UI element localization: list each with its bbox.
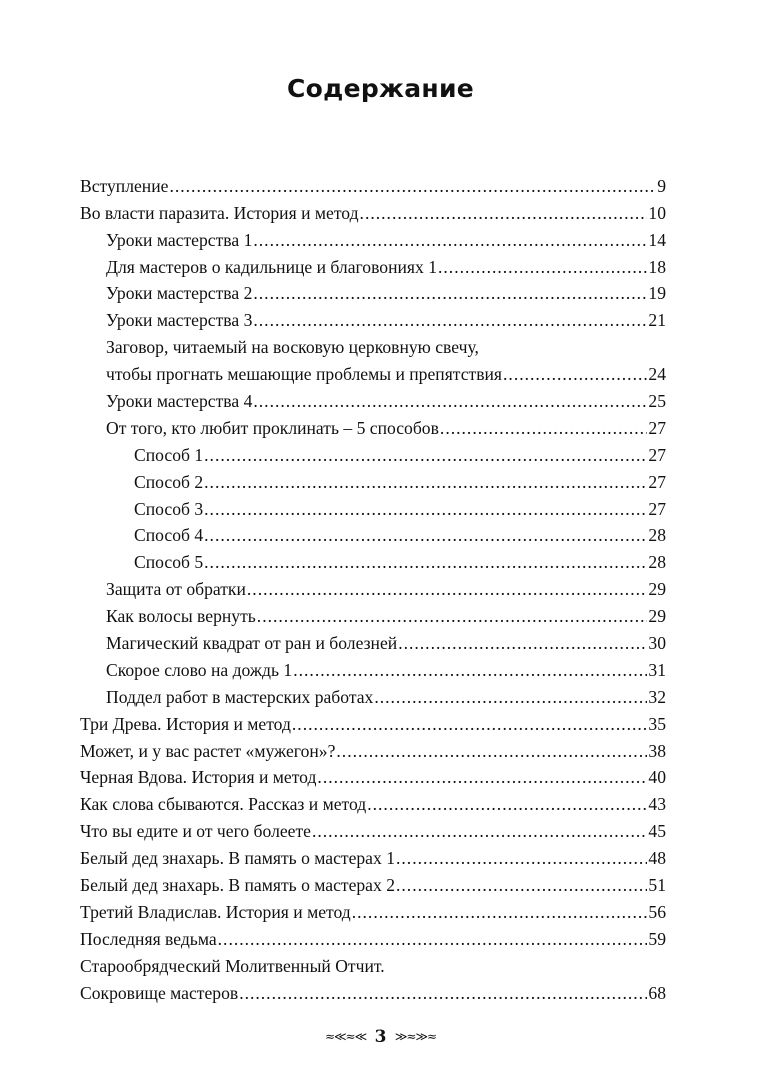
toc-leader-dots [317, 767, 647, 787]
toc-leader-dots [438, 257, 647, 277]
toc-entry [80, 949, 666, 976]
toc-entry-page: 14 [648, 229, 666, 250]
toc-entry-page: 45 [648, 821, 666, 842]
toc-leader-dots [204, 499, 647, 519]
toc-leader-dots [239, 983, 647, 1003]
toc-entry-title: Для мастеров о кадильнице и благовониях 1 [106, 256, 437, 277]
toc-entry [80, 868, 666, 895]
toc-entry [80, 599, 666, 626]
toc-entry [80, 814, 666, 841]
toc-entry-title: Белый дед знахарь. В память о мастерах 1 [80, 848, 395, 869]
toc-leader-dots [396, 848, 647, 868]
toc-entry-title: Уроки мастерства 1 [106, 229, 253, 250]
toc-entry-title: Последняя ведьма [80, 928, 217, 949]
toc-leader-dots [292, 714, 648, 734]
toc-entry-title: Третий Владислав. История и метод [80, 901, 351, 922]
toc-leader-dots [440, 418, 647, 438]
toc-leader-dots [503, 364, 647, 384]
toc-entry-title: Что вы едите и от чего болеете [80, 821, 311, 842]
toc-entry-page: 29 [648, 606, 666, 627]
toc-entry [80, 438, 666, 465]
toc-entry-title: Способ 3 [134, 498, 204, 519]
toc-entry-title: Уроки мастерства 4 [106, 391, 253, 412]
toc-entry-title: Сокровище мастеров [80, 982, 239, 1003]
toc-entry [80, 411, 666, 438]
toc-entry [80, 787, 666, 814]
toc-entry-page: 28 [648, 552, 666, 573]
toc-leader-dots [352, 902, 648, 922]
toc-entry-page: 25 [648, 391, 666, 412]
toc-leader-dots [253, 283, 647, 303]
toc-entry-title: Способ 4 [134, 525, 204, 546]
toc-entry [80, 330, 666, 357]
toc-entry-title: Магический квадрат от ран и болезней [106, 633, 398, 654]
toc-entry-title: Три Древа. История и метод [80, 713, 291, 734]
toc-entry-page: 27 [648, 417, 666, 438]
toc-entry-title: Способ 1 [134, 444, 204, 465]
toc-entry [80, 922, 666, 949]
page-footer [0, 1026, 761, 1047]
toc-leader-dots [247, 579, 648, 599]
toc-entry-title: Черная Вдова. История и метод [80, 767, 317, 788]
toc-entry [80, 545, 666, 572]
toc-entry-page: 43 [648, 794, 666, 815]
toc-entry [80, 976, 666, 1003]
toc-leader-dots [204, 525, 647, 545]
toc-entry-page: 28 [648, 525, 666, 546]
toc-leader-dots [396, 875, 647, 895]
toc-entry-title: Скорое слово на дождь 1 [106, 659, 293, 680]
toc-entry-title: Как слова сбываются. Рассказ и метод [80, 794, 367, 815]
toc-leader-dots [336, 741, 647, 761]
toc-entry-page: 27 [648, 471, 666, 492]
toc-entry-title: От того, кто любит проклинать – 5 способов [106, 417, 439, 438]
toc-leader-dots [398, 633, 647, 653]
toc-entry [80, 653, 666, 680]
table-of-contents [80, 169, 666, 1003]
toc-leader-dots [204, 445, 647, 465]
toc-entry-page: 19 [648, 283, 666, 304]
toc-entry-page: 24 [648, 364, 666, 385]
toc-entry [80, 572, 666, 599]
toc-leader-dots [367, 794, 647, 814]
toc-entry-page: 27 [648, 444, 666, 465]
toc-leader-dots [293, 660, 647, 680]
toc-leader-dots [253, 310, 647, 330]
toc-entry-page: 29 [648, 579, 666, 600]
toc-entry-page: 31 [648, 659, 666, 680]
toc-entry-page: 9 [657, 175, 666, 196]
toc-entry [80, 250, 666, 277]
toc-entry-page: 38 [648, 740, 666, 761]
toc-entry [80, 707, 666, 734]
toc-entry [80, 196, 666, 223]
ornament-right-icon: ≫≈≫≈ [394, 1029, 437, 1044]
toc-entry-page: 18 [648, 256, 666, 277]
toc-leader-dots [218, 929, 648, 949]
toc-entry-page: 10 [648, 202, 666, 223]
toc-entry-title: Может, и у вас растет «мужегон»? [80, 740, 336, 761]
toc-entry [80, 277, 666, 304]
toc-entry [80, 761, 666, 788]
toc-entry [80, 895, 666, 922]
toc-entry [80, 169, 666, 196]
toc-leader-dots [312, 821, 647, 841]
toc-entry-page: 48 [648, 848, 666, 869]
toc-entry-page: 21 [648, 310, 666, 331]
page-number: 3 [374, 1026, 387, 1047]
toc-leader-dots [253, 230, 647, 250]
toc-leader-dots [374, 687, 647, 707]
toc-entry-page: 59 [648, 928, 666, 949]
toc-entry-title: Способ 2 [134, 471, 204, 492]
toc-entry-page: 32 [648, 686, 666, 707]
page-title: Содержание [286, 74, 475, 103]
toc-leader-dots [360, 203, 648, 223]
toc-entry [80, 734, 666, 761]
toc-leader-dots [257, 606, 648, 626]
toc-entry-page: 27 [648, 498, 666, 519]
ornament-left-icon: ≈≪≈≪ [324, 1029, 367, 1044]
toc-entry [80, 492, 666, 519]
toc-entry-title: чтобы прогнать мешающие проблемы и препятствия [106, 364, 503, 385]
toc-entry [80, 680, 666, 707]
toc-entry-title: Поддел работ в мастерских работах [106, 686, 374, 707]
toc-entry-title: Старообрядческий Молитвенный Отчит. [80, 955, 385, 976]
toc-entry-page: 56 [648, 901, 666, 922]
toc-entry [80, 841, 666, 868]
toc-entry [80, 223, 666, 250]
toc-entry-title: Уроки мастерства 2 [106, 283, 253, 304]
toc-entry-title: Уроки мастерства 3 [106, 310, 253, 331]
toc-entry-page: 40 [648, 767, 666, 788]
toc-leader-dots [204, 472, 647, 492]
toc-entry-page: 68 [648, 982, 666, 1003]
toc-leader-dots [253, 391, 647, 411]
toc-entry [80, 465, 666, 492]
toc-leader-dots [204, 552, 647, 572]
toc-entry-title: Как волосы вернуть [106, 606, 256, 627]
toc-entry-title: Способ 5 [134, 552, 204, 573]
toc-entry-title: Вступление [80, 175, 169, 196]
toc-entry [80, 384, 666, 411]
toc-entry-title: Заговор, читаемый на восковую церковную свечу, [106, 337, 479, 358]
toc-entry [80, 519, 666, 546]
toc-leader-dots [169, 176, 656, 196]
toc-entry-title: Защита от обратки [106, 579, 246, 600]
toc-entry [80, 626, 666, 653]
toc-entry [80, 357, 666, 384]
toc-entry [80, 303, 666, 330]
toc-entry-page: 51 [648, 875, 666, 896]
toc-entry-title: Белый дед знахарь. В память о мастерах 2 [80, 875, 395, 896]
toc-entry-title: Во власти паразита. История и метод [80, 202, 359, 223]
toc-entry-page: 35 [648, 713, 666, 734]
toc-entry-page: 30 [648, 633, 666, 654]
